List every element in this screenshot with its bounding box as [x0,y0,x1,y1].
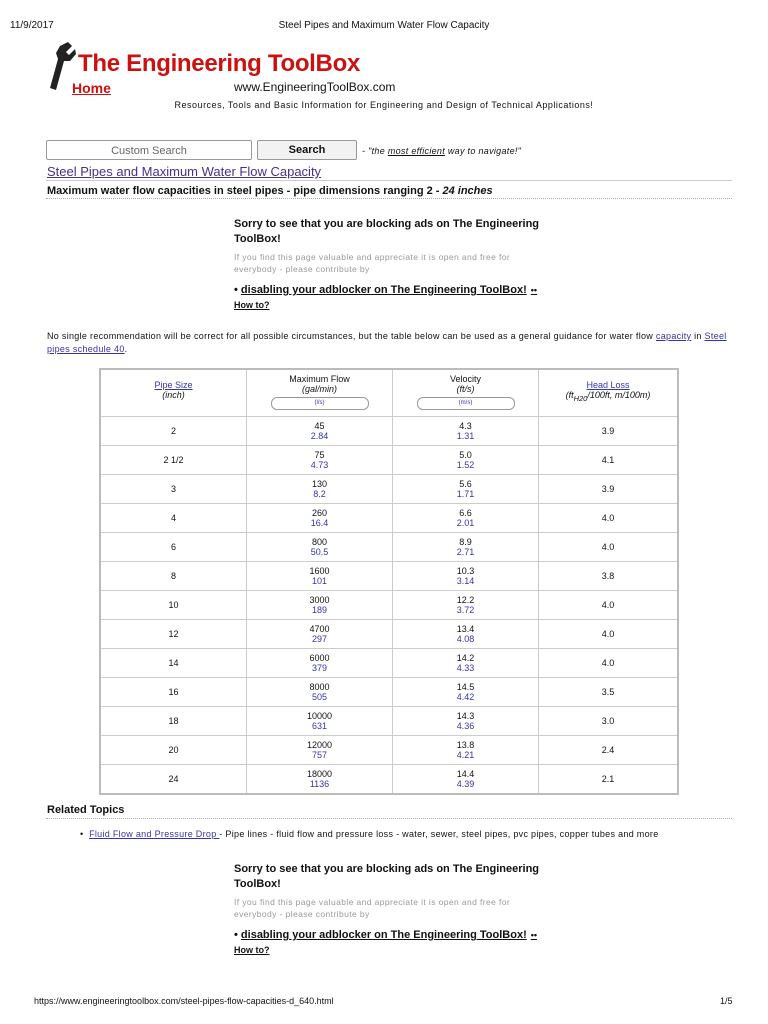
search-note-link: most efficient [387,146,446,156]
flow-gpm: 18000 [306,769,333,779]
head-loss-cell: 3.8 [601,571,615,581]
page-subtitle [47,185,493,197]
table-header-row [100,369,678,417]
flow-ls: 297 [311,634,328,644]
cell-flow [247,678,393,707]
cell-flow [247,533,393,562]
adblock-disable [234,283,554,313]
print-footer-url: https://www.engineeringtoolbox.com/steel-pipes-flow-capacities-d_640.html [34,996,334,1006]
adblock-message: If you find this page valuable and appreciate it is open and free for everybody - please contribute by [234,252,511,274]
related-list-item: • Fluid Flow and Pressure Drop - Pipe lines - fluid flow and pressure loss - water, sewer, steel pipes, pvc pipes, copper tubes and more [80,829,659,839]
pipe-size-cell: 3 [170,484,176,494]
header-velocity [393,369,539,417]
cell-velocity [393,417,539,446]
cell-flow [247,765,393,795]
print-header [0,20,768,34]
cell-velocity [393,649,539,678]
adblock-howto-link[interactable]: •• How to? [234,285,538,310]
search-input[interactable]: Custom Search [46,140,252,160]
velocity-unit-toggle[interactable]: (m/s) [417,397,515,410]
site-logo[interactable] [46,42,406,94]
related-divider [46,818,732,819]
intro-end: . [124,344,128,354]
cell-size [100,533,247,562]
schedule-40-link[interactable]: Steel pipes schedule 40 [47,331,727,354]
max-flow-label: Maximum Flow [289,374,350,384]
cell-flow [247,649,393,678]
cell-head-loss [539,562,679,591]
flow-ls: 379 [311,663,328,673]
cell-flow [247,417,393,446]
header-pipe-size [100,369,247,417]
head-loss-cell: 3.0 [601,716,615,726]
table-row [100,562,678,591]
tagline: Resources, Tools and Basic Information for Engineering and Design of Technical Applications! [174,100,594,110]
cell-head-loss [539,678,679,707]
cell-head-loss [539,504,679,533]
velocity-ms: 4.33 [456,663,475,673]
home-link[interactable]: Home [72,80,111,96]
print-date: 11/9/2017 [10,20,54,31]
cell-flow [247,562,393,591]
intro-paragraph [47,330,737,356]
flow-ls: 505 [311,692,328,702]
velocity-ms: 1.31 [456,431,475,441]
velocity-unit: (ft/s) [456,384,475,394]
velocity-fts: 14.3 [456,711,475,721]
table-row [100,591,678,620]
head-loss-cell: 3.9 [601,426,615,436]
head-loss-cell: 4.0 [601,542,615,552]
velocity-ms: 4.21 [456,750,475,760]
cell-flow [247,446,393,475]
cell-size [100,562,247,591]
table-row [100,475,678,504]
cell-size [100,620,247,649]
flow-ls: 8.2 [313,489,326,499]
flow-gpm: 130 [311,479,328,489]
cell-head-loss [539,707,679,736]
flow-gpm: 1600 [309,566,330,576]
flow-ls: 16.4 [310,518,329,528]
cell-head-loss [539,417,679,446]
cell-velocity [393,562,539,591]
cell-velocity [393,533,539,562]
search-note [362,146,521,156]
velocity-fts: 14.5 [456,682,475,692]
cell-size [100,678,247,707]
site-url: www.EngineeringToolBox.com [234,80,396,94]
table-row [100,736,678,765]
head-loss-unit [539,390,677,403]
flow-ls: 50.5 [310,547,329,557]
cell-flow [247,475,393,504]
cell-flow [247,736,393,765]
velocity-label: Velocity [449,374,482,384]
velocity-fts: 10.3 [456,566,475,576]
cell-velocity [393,736,539,765]
adblock-bullet-2: • [234,929,241,941]
velocity-fts: 14.2 [456,653,475,663]
head-loss-unit-sub: H20 [573,393,588,403]
flow-ls: 4.73 [310,460,329,470]
cell-size [100,591,247,620]
head-loss-unit-b: /100ft, m/100m) [587,390,651,400]
cell-head-loss [539,649,679,678]
search-button[interactable]: Search [257,140,357,160]
pipe-size-cell: 14 [168,658,179,668]
adblock-notice [234,217,554,313]
cell-velocity [393,504,539,533]
table-row [100,765,678,795]
pipe-size-unit: (inch) [162,390,185,400]
velocity-fts: 12.2 [456,595,475,605]
cell-head-loss [539,533,679,562]
head-loss-unit-a: (ft [565,390,574,400]
velocity-ms: 4.39 [456,779,475,789]
cell-flow [247,504,393,533]
pipe-size-cell: 16 [168,687,179,697]
flow-ls: 631 [311,721,328,731]
velocity-fts: 13.4 [456,624,475,634]
velocity-ms: 2.01 [456,518,475,528]
cell-velocity [393,765,539,795]
head-loss-cell: 4.0 [601,600,615,610]
search-note-prefix: - "the [362,146,388,156]
intro-text: No single recommendation will be correct for all possible circumstances, but the table below can be used as a general guidance for water flow [47,331,656,341]
table-row [100,504,678,533]
cell-size [100,649,247,678]
cell-size [100,504,247,533]
print-page-number: 1/5 [720,996,733,1006]
flow-ls: 757 [311,750,328,760]
subtitle-italic: 24 inches [442,185,493,197]
head-loss-link[interactable]: Head Loss [586,380,630,390]
cell-size [100,707,247,736]
pipe-size-cell: 18 [168,716,179,726]
pipe-size-link[interactable]: Pipe Size [154,380,193,390]
cell-flow [247,707,393,736]
fluid-flow-link[interactable]: Fluid Flow and Pressure Drop [89,829,220,839]
cell-head-loss [539,765,679,795]
adblock-disable-link[interactable]: disabling your adblocker on The Engineering ToolBox! [240,284,527,296]
pipe-size-cell: 20 [168,745,179,755]
velocity-fts: 13.8 [456,740,475,750]
velocity-ms: 2.71 [456,547,475,557]
flow-gpm: 8000 [309,682,330,692]
velocity-fts: 5.6 [459,479,472,489]
pipe-size-cell: 12 [168,629,179,639]
flow-gpm: 6000 [309,653,330,663]
flow-gpm: 4700 [309,624,330,634]
pipe-size-cell: 8 [170,571,176,581]
head-loss-cell: 2.4 [601,745,615,755]
velocity-ms: 4.42 [456,692,475,702]
cell-velocity [393,475,539,504]
pipe-size-cell: 10 [168,600,179,610]
cell-flow [247,591,393,620]
flow-gpm: 3000 [309,595,330,605]
head-loss-cell: 4.0 [601,513,615,523]
velocity-ms: 1.71 [456,489,475,499]
pipe-size-cell: 6 [170,542,176,552]
pipe-size-cell: 24 [168,774,179,784]
head-loss-cell: 3.5 [601,687,615,697]
flow-gpm: 45 [314,421,325,431]
related-item-text: - Pipe lines - fluid flow and pressure loss - water, sewer, steel pipes, pvc pipes, copper tubes and more [219,829,659,839]
cell-flow [247,620,393,649]
cell-size [100,736,247,765]
header-max-flow [247,369,393,417]
cell-head-loss [539,736,679,765]
table-body [100,417,678,795]
flow-gpm: 75 [314,450,325,460]
page-title[interactable]: Steel Pipes and Maximum Water Flow Capacity [47,164,322,179]
related-topics-heading: Related Topics [47,804,125,816]
cell-head-loss [539,446,679,475]
table-row [100,533,678,562]
adblock-notice-2 [234,862,554,958]
intro-mid: in [691,331,705,341]
adblock-disable-2 [234,928,554,958]
table-row [100,620,678,649]
pipe-size-cell: 2 1/2 [163,455,184,465]
pipe-size-cell: 2 [170,426,176,436]
velocity-ms: 4.08 [456,634,475,644]
table-row [100,678,678,707]
cell-velocity [393,620,539,649]
subtitle-text: Maximum water flow capacities in steel pipes - pipe dimensions ranging 2 - [47,185,443,197]
pipe-size-cell: 4 [170,513,176,523]
flow-capacity-table [99,368,679,795]
velocity-fts: 4.3 [459,421,472,431]
cell-velocity [393,707,539,736]
flow-ls: 101 [311,576,328,586]
velocity-ms: 3.72 [456,605,475,615]
table-row [100,446,678,475]
flow-ls: 189 [311,605,328,615]
velocity-ms: 1.52 [456,460,475,470]
flow-gpm: 12000 [306,740,333,750]
title-divider [46,180,732,181]
flow-gpm: 260 [311,508,328,518]
cell-velocity [393,591,539,620]
velocity-fts: 5.0 [459,450,472,460]
adblock-message-2: If you find this page valuable and appreciate it is open and free for everybody - please contribute by [234,897,511,919]
cell-size [100,446,247,475]
cell-velocity [393,678,539,707]
cell-size [100,765,247,795]
head-loss-cell: 4.0 [601,629,615,639]
brand-name: The Engineering ToolBox [78,50,360,77]
flow-unit-toggle[interactable]: (l/s) [271,397,369,410]
max-flow-unit: (gal/min) [301,384,337,394]
cell-head-loss [539,475,679,504]
adblock-heading-2: Sorry to see that you are blocking ads on The Engineering ToolBox! [234,863,540,890]
cell-size [100,417,247,446]
header-head-loss [539,369,679,417]
velocity-fts: 14.4 [456,769,475,779]
table-row [100,707,678,736]
adblock-bullet: • [234,284,241,296]
velocity-fts: 8.9 [459,537,472,547]
velocity-ms: 4.36 [456,721,475,731]
search-note-suffix: way to navigate!" [445,146,522,156]
print-title: Steel Pipes and Maximum Water Flow Capacity [278,20,490,31]
cell-head-loss [539,620,679,649]
head-loss-cell: 2.1 [601,774,615,784]
head-loss-cell: 4.0 [601,658,615,668]
adblock-howto-link-2[interactable]: •• How to? [234,930,538,955]
cell-velocity [393,446,539,475]
cell-head-loss [539,591,679,620]
capacity-link[interactable]: capacity [655,331,692,341]
cell-size [100,475,247,504]
flow-gpm: 10000 [306,711,333,721]
adblock-disable-link-2[interactable]: disabling your adblocker on The Engineering ToolBox! [240,929,527,941]
subtitle-divider [46,198,732,199]
adblock-heading: Sorry to see that you are blocking ads on The Engineering ToolBox! [234,218,540,245]
table-row [100,649,678,678]
velocity-fts: 6.6 [459,508,472,518]
flow-gpm: 800 [311,537,328,547]
head-loss-cell: 4.1 [601,455,615,465]
table-row [100,417,678,446]
flow-ls: 2.84 [310,431,329,441]
flow-ls: 1136 [309,779,330,789]
velocity-ms: 3.14 [456,576,475,586]
head-loss-cell: 3.9 [601,484,615,494]
